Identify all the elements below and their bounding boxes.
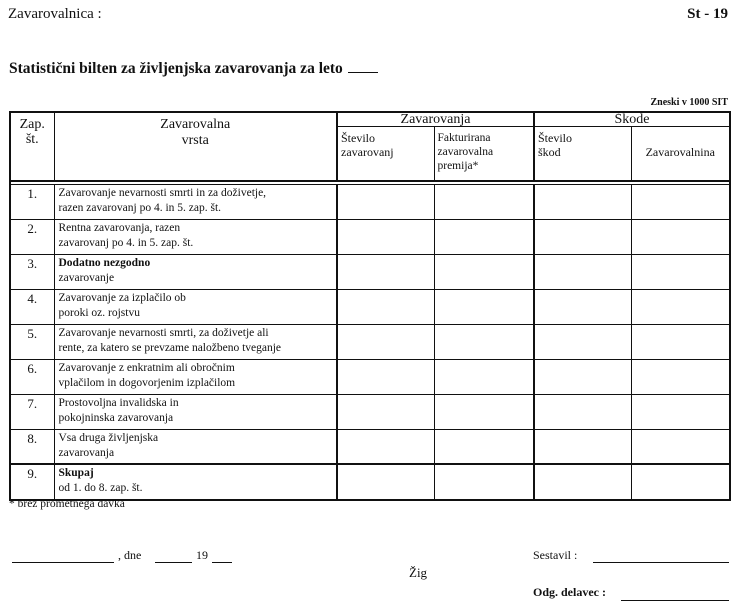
row-desc-line1: Zavarovanje nevarnosti smrti in za doživetje,: [58, 186, 267, 199]
row-description: [54, 324, 337, 359]
header-claims-count-line1: Število: [538, 131, 573, 145]
cell-claims-amount[interactable]: [631, 324, 730, 359]
header-type: [54, 112, 337, 181]
cell-premium[interactable]: [434, 324, 534, 359]
cell-claims-amount[interactable]: [631, 219, 730, 254]
row-description: [54, 429, 337, 464]
total-desc-line2: od 1. do 8. zap. št.: [58, 482, 143, 494]
total-policies[interactable]: [337, 464, 434, 500]
total-claims-amount[interactable]: [631, 464, 730, 500]
row-description: [54, 219, 337, 254]
page-title: [9, 60, 378, 78]
cell-policies[interactable]: [337, 394, 434, 429]
row-desc-line1: Zavarovanje nevarnosti smrti, za doživetje ali: [58, 326, 269, 339]
cell-claims-amount[interactable]: [631, 254, 730, 289]
table-row: [10, 359, 730, 394]
footnote: * brez prometnega davka: [9, 498, 125, 510]
row-desc-line2: rente, za katero se prevzame naložbeno tveganje: [58, 341, 282, 354]
row-desc-line1: Rentna zavarovanja, razen: [58, 221, 181, 234]
cell-premium[interactable]: [434, 219, 534, 254]
cell-claims-amount[interactable]: [631, 184, 730, 219]
row-desc-line2: poroki oz. rojstvu: [58, 306, 140, 319]
title-text: Statistični bilten za življenjska zavarovanja za leto: [9, 60, 343, 77]
cell-policies[interactable]: [337, 184, 434, 219]
row-desc-line2: pokojninska zavarovanja: [58, 411, 174, 424]
cell-claims-count[interactable]: [534, 394, 631, 429]
total-premium[interactable]: [434, 464, 534, 500]
row-number: 7.: [10, 394, 54, 429]
row-desc-line1: Zavarovanje za izplačilo ob: [58, 291, 186, 304]
row-description: [54, 289, 337, 324]
cell-policies[interactable]: [337, 324, 434, 359]
header-policies-line1: Število: [341, 131, 376, 145]
table-row: [10, 429, 730, 464]
row-number: 6.: [10, 359, 54, 394]
cell-claims-count[interactable]: [534, 254, 631, 289]
total-number: 9.: [10, 464, 54, 500]
date-line[interactable]: [155, 552, 192, 563]
cell-policies[interactable]: [337, 254, 434, 289]
header-policies: [337, 127, 434, 181]
form-code: St - 19: [687, 6, 728, 22]
responsible-officer-label: Odg. delavec :: [533, 585, 606, 599]
row-desc-line2: razen zavarovanj po 4. in 5. zap. št.: [58, 201, 222, 214]
units-note: Zneski v 1000 SIT: [650, 97, 728, 108]
compiled-by-label: Sestavil :: [533, 548, 578, 562]
header-claims-amount: Zavarovalnina: [631, 127, 730, 181]
cell-claims-count[interactable]: [534, 289, 631, 324]
year-line[interactable]: [212, 552, 232, 563]
header-no-line2: št.: [25, 132, 39, 147]
header-policies-line2: zavarovanj: [341, 145, 394, 159]
cell-premium[interactable]: [434, 254, 534, 289]
table-row: [10, 184, 730, 219]
header-no-line1: Zap.: [19, 117, 45, 132]
cell-claims-amount[interactable]: [631, 394, 730, 429]
header-type-line1: Zavarovalna: [160, 117, 231, 132]
group-claims: Škode: [534, 112, 730, 127]
total-desc-line1: Skupaj: [58, 467, 94, 479]
cell-premium[interactable]: [434, 184, 534, 219]
cell-policies[interactable]: [337, 219, 434, 254]
header-premium-line2: zavarovalna: [437, 146, 494, 158]
row-number: 1.: [10, 184, 54, 219]
cell-claims-count[interactable]: [534, 359, 631, 394]
compiled-by-line[interactable]: [593, 552, 729, 563]
cell-premium[interactable]: [434, 289, 534, 324]
row-description: [54, 254, 337, 289]
header-no: [10, 112, 54, 181]
cell-claims-amount[interactable]: [631, 429, 730, 464]
table-row: [10, 254, 730, 289]
table-row: [10, 219, 730, 254]
header-claims-count: [534, 127, 631, 181]
responsible-officer-line[interactable]: [621, 592, 729, 601]
group-insurance: Zavarovanja: [337, 112, 534, 127]
year-blank[interactable]: [348, 60, 378, 73]
cell-premium[interactable]: [434, 359, 534, 394]
header-claims-count-line2: škod: [538, 145, 561, 159]
cell-claims-amount[interactable]: [631, 359, 730, 394]
row-desc-line1: Prostovoljna invalidska in: [58, 396, 179, 409]
cell-claims-count[interactable]: [534, 184, 631, 219]
table-row: [10, 324, 730, 359]
header-premium-line3: premija*: [437, 160, 479, 172]
row-desc-line1: Zavarovanje z enkratnim ali obročnim: [58, 361, 235, 374]
total-description: [54, 464, 337, 500]
row-number: 3.: [10, 254, 54, 289]
insurer-label: Zavarovalnica :: [8, 6, 102, 22]
stamp-label: Žig: [409, 565, 428, 580]
row-number: 4.: [10, 289, 54, 324]
statistics-table: [9, 111, 731, 501]
cell-policies[interactable]: [337, 289, 434, 324]
row-number: 5.: [10, 324, 54, 359]
date-label: , dne: [118, 548, 142, 562]
table-row: [10, 289, 730, 324]
total-row: [10, 464, 730, 500]
cell-claims-count[interactable]: [534, 219, 631, 254]
cell-claims-count[interactable]: [534, 324, 631, 359]
header-premium-line1: Fakturirana: [437, 132, 491, 144]
row-desc-line2: zavarovanja: [58, 446, 115, 459]
table-row: [10, 394, 730, 429]
row-description: [54, 359, 337, 394]
row-desc-line1: Dodatno nezgodno: [58, 256, 151, 269]
row-description: [54, 394, 337, 429]
row-number: 2.: [10, 219, 54, 254]
cell-premium[interactable]: [434, 429, 534, 464]
cell-policies[interactable]: [337, 359, 434, 394]
total-claims-count[interactable]: [534, 464, 631, 500]
cell-claims-amount[interactable]: [631, 289, 730, 324]
row-desc-line2: zavarovanje: [58, 271, 115, 284]
place-line[interactable]: [12, 552, 114, 563]
cell-premium[interactable]: [434, 394, 534, 429]
year-label: 19: [196, 548, 208, 562]
header-premium: [434, 127, 534, 181]
row-desc-line1: Vsa druga življenjska: [58, 431, 159, 444]
row-desc-line2: vplačilom in dogovorjenim izplačilom: [58, 376, 236, 389]
row-desc-line2: zavarovanj po 4. in 5. zap. št.: [58, 236, 194, 249]
header-type-line2: vrsta: [181, 133, 209, 148]
row-description: [54, 184, 337, 219]
row-number: 8.: [10, 429, 54, 464]
cell-policies[interactable]: [337, 429, 434, 464]
cell-claims-count[interactable]: [534, 429, 631, 464]
